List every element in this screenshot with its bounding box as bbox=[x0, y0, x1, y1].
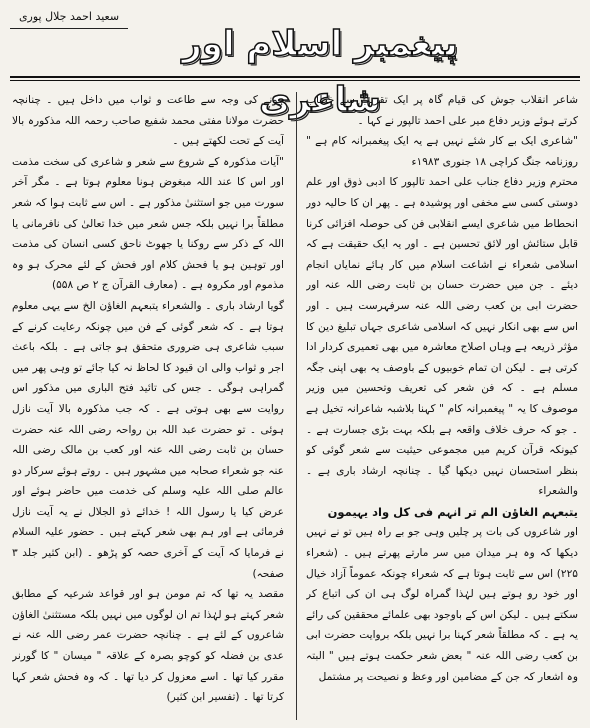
author-name: سعید احمد جلال پوری bbox=[10, 6, 128, 29]
paragraph: اور شاعروں کی بات پر چلیں وہی جو بے راہ ہیں تو نے نہیں دیکھا کہ وہ ہر میدان میں سر مارتے پھرتے ہیں ۔ (شعراء ۲۲۵) اس سے ثابت ہوتا ہے کہ شعراء چونکہ عموماً آزاد خیال اور خود رو ہوتے ہیں لہٰذا گمراہ لوگ ہی ان کی اتباع کر سکتے ہیں ۔ لیکن اس کے باوجود بھی علمائے محققین کی رائے یہ ہے ۔ کہ مطلقاً شعر کہنا برا نہیں بلکہ بروایت حضرت ابی بن کعب رضی اللہ عنہ " بعض شعر حکمت ہوتے ہیں " البتہ وہ اشعار کہ جن کے مضامین اور وعظ و نصیحت پر مشتمل bbox=[306, 526, 578, 683]
paragraph: ہونے کی وجہ سے طاعت و ثواب میں داخل ہیں ۔ چنانچہ حضرت مولانا مفتی محمد شفیع صاحب رحمہ اللہ مذکورہ بالا آیت کے تحت لکھتے ہیں ۔ bbox=[12, 94, 284, 148]
paragraph: شاعر انقلاب جوش کی قیام گاہ پر ایک تقریب سے خطاب کرتے ہوئے وزیر دفاع میر علی احمد تالپور نے کہا ۔ bbox=[306, 94, 578, 127]
paragraph: گویا ارشاد باری ۔ والشعراء یتبعہم الغاؤن الخ سے یہی معلوم ہوتا ہے ۔ کہ شعر گوئی کے فن میں چونکہ رعایت کرنے کے سبب شاعری ہی ضروری متحقق ہو جاتی ہے ۔ بلکہ باعث اجر و ثواب والی ان قیود کا لحاظ نہ کیا جائے تو وہی پھر میں گمراہی ہوگی ۔ جس کی تائید فتح الباری میں مذکور اس روایت سے بھی ہوتی ہے ۔ کہ جب مذکورہ بالا آیت نازل ہوئی ۔ تو حضرت عبد اللہ بن رواحہ رضی اللہ عنہ حضرت حسان بن ثابت رضی اللہ عنہ اور کعب بن مالک رضی اللہ عنہ جو شعراء صحابہ میں مشہور ہیں ۔ روتے ہوئے سرکار دو عالم صلی اللہ علیہ وسلم کی خدمت میں حاضر ہوئے اور عرض کیا یا رسول اللہ ! خدائے ذو الجلال نے یہ آیت نازل فرمائی ہے اور ہم بھی شعر کہتے ہیں ۔ حضور علیہ السلام نے فرمایا کہ آیت کے آخری حصہ کو پڑھو ۔ (ابن کثیر جلد ۳ صفحہ) bbox=[12, 299, 284, 580]
title-rule bbox=[10, 76, 580, 78]
column-divider bbox=[296, 92, 297, 720]
title-rule-thin bbox=[10, 80, 580, 81]
paragraph: مقصد یہ تھا کہ تم مومن ہو اور قواعد شرعیہ کے مطابق شعر کہتے ہو لہٰذا تم ان لوگوں میں نہیں بلکہ مستثنیٰ الغاؤن شاعروں کے لئے ہے ۔ چنانچہ حضرت عمر رضی اللہ عنہ نے عدی بن فضلہ کو کوچو بصرہ کے علاقہ " میسان " کا گورنر مقرر کیا تھا ۔ اسے معزول کر دیا تھا ۔ کہ وہ فحش شعر کہا کرتا تھا ۔ (تفسیر ابن کثیر) bbox=[12, 588, 284, 704]
left-column bbox=[12, 90, 284, 720]
right-column bbox=[306, 90, 578, 720]
paragraph: محترم وزیر دفاع جناب علی احمد تالپور کا ادبی ذوق اور علم دوستی کسی سے مخفی اور پوشیدہ ہے ۔ پھر ان کا حالیہ دور انحطاط میں شاعری ایسے انقلابی فن کی حوصلہ افزائی کرنا قابل ستائش اور لائق تحسین ہے ۔ اور یہ ایک حقیقت ہے کہ اسلامی شعراء نے اشاعت اسلام میں کار ہائے نمایاں انجام دیئے ۔ جن میں حضرت حسان بن ثابت رضی اللہ عنہ اور حضرت ابی بن کعب رضی اللہ عنہ سرفہرست ہیں ۔ اور اس سے بھی انکار نہیں کہ اسلامی شاعری جہاں تبلیغ دین کا مؤثر ذریعہ ہے وہاں اصلاح معاشرہ میں بھی تعمیری کردار ادا کرتی ہے ۔ لیکن ان تمام خوبیوں کے باوصف یہ بھی اپنی جگہ مسلم ہے ۔ کہ فن شعر کی تعریف وتحسین میں وزیر موصوف کا یہ " پیغمبرانہ کام " کہنا بلاشبہ شاعرانہ تخیل ہے ۔ جو کہ حرف خلاف واقعہ ہے بلکہ بہت بڑی جسارت ہے ۔ کیونکہ قرآن کریم میں مجموعی حیثیت سے شعر گوئی کو بنظر استحسان نہیں دیکھا گیا ۔ چنانچہ ارشاد باری ہے ۔ والشعراء bbox=[306, 176, 578, 498]
quote-paragraph: "آیات مذکورہ کے شروع سے شعر و شاعری کی سخت مذمت اور اس کا عند اللہ مبغوض ہونا معلوم ہوتا ہے ۔ مگر آخر سورت میں جو استثنیٰ مذکور ہے ۔ اس سے ثابت ہوا کہ شعر مطلقاً برا نہیں بلکہ جس شعر میں خدا تعالیٰ کی نافرمانی یا اللہ کے ذکر سے روکنا یا جھوٹ ناحق کسی انسان کی مذمت اور توہین ہو یا فحش کلام اور فحش کے لئے محرک ہو وہ مذموم اور مکروہ ہے ۔ (معارف القرآن ج ۲ ص ۵۵۸) bbox=[12, 155, 284, 292]
article-title: پیغمبر اسلام اور شاعری bbox=[182, 24, 458, 120]
quran-verse: یتبعہم الغاؤن الم تر انہم فی کل واد یہیمون bbox=[327, 504, 578, 519]
paragraph: "شاعری ایک بے کار شئے نہیں ہے یہ ایک پیغمبرانہ کام ہے " روزنامہ جنگ کراچی ۱۸ جنوری ۱۹۸۳ء bbox=[306, 135, 578, 168]
